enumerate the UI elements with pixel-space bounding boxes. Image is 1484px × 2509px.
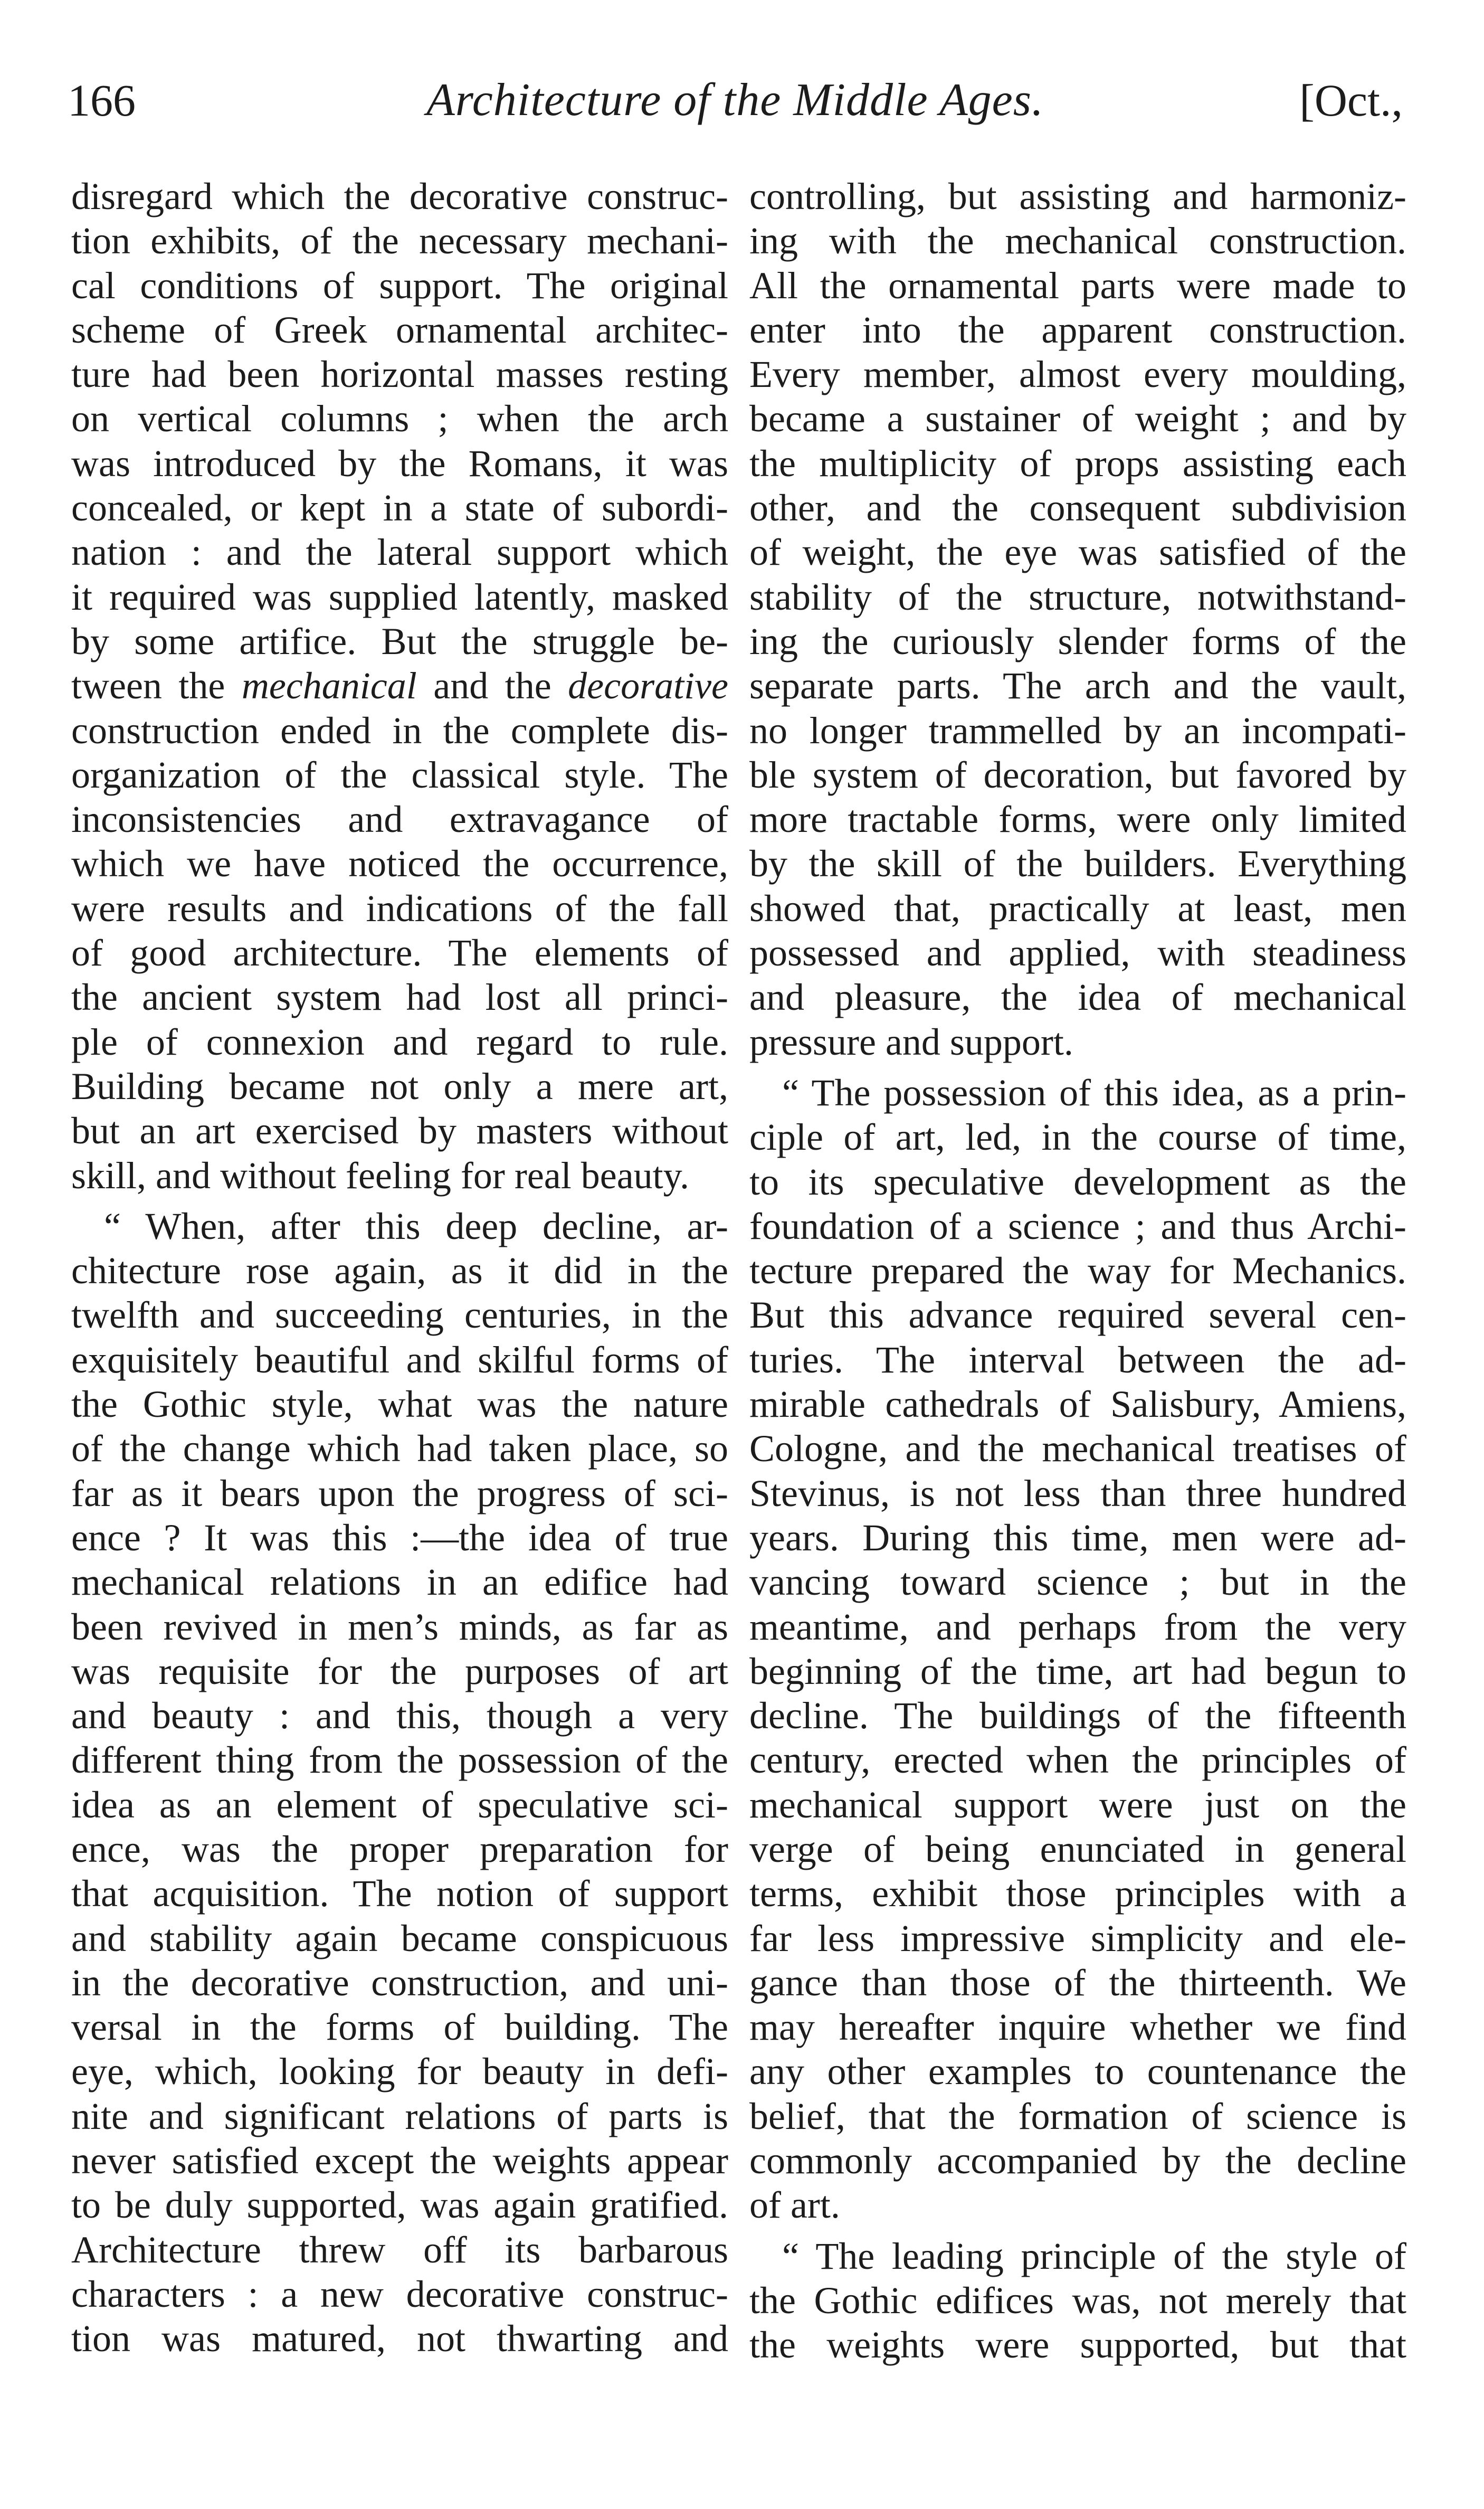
text-line: gance than those of the thirteenth. We [749,1961,1406,2004]
text-line [71,664,728,708]
text-line: enter into the apparent construction. [749,308,1406,351]
text-line: characters : a new decorative construc- [71,2273,728,2315]
text-line: “ The possession of this idea, as a prin- [782,1071,1406,1114]
text-run: and the [416,665,568,707]
text-run: tween the [71,665,242,707]
text-line: the weights were supported, but that [749,2324,1406,2366]
text-line: “ When, after this deep decline, ar- [104,1205,728,1247]
text-line: commonly accompanied by the decline [749,2139,1406,2182]
text-line: “ The leading principle of the style of [782,2235,1406,2277]
text-line: which we have noticed the occurrence, [71,842,728,885]
text-line: the multiplicity of props assisting each [749,442,1406,485]
text-line: Cologne, and the mechanical treatises of [749,1427,1406,1470]
text-line: the ancient system had lost all princi- [71,976,728,1019]
text-line: was introduced by the Romans, it was [71,442,728,485]
text-line: pressure and support. [749,1020,1073,1063]
text-line: it required was supplied latently, masked [71,575,728,618]
left-column [71,174,728,2361]
text-line: other, and the consequent subdivision [749,487,1406,529]
text-line: nation : and the lateral support which [71,531,728,574]
text-line: by the skill of the builders. Everything [749,842,1406,885]
text-line: exquisitely beautiful and skilful forms of [71,1338,728,1381]
text-line: tion exhibits, of the necessary mechani- [71,220,728,262]
text-line: was requisite for the purposes of art [71,1650,728,1692]
text-line: controlling, but assisting and harmoniz- [749,175,1406,217]
text-line: meantime, and perhaps from the very [749,1605,1406,1648]
text-line: showed that, practically at least, men [749,887,1406,930]
text-line: disregard which the decorative construc- [71,175,728,217]
text-line: inconsistencies and extravagance of [71,798,728,841]
text-line: Building became not only a mere art, [71,1065,728,1107]
text-line: but an art exercised by masters without [71,1110,728,1152]
paragraph [749,2234,1406,2368]
text-line: tion was matured, not thwarting and [71,2317,728,2360]
text-line: tecture prepared the way for Mechanics. [749,1249,1406,1292]
text-line: of weight, the eye was satisfied of the [749,531,1406,574]
text-line: possessed and applied, with steadiness [749,932,1406,974]
text-line: century, erected when the principles of [749,1739,1406,1782]
text-line: no longer trammelled by an incompati- [749,709,1406,752]
text-line: But this advance required several cen- [749,1294,1406,1337]
text-line: cal conditions of support. The original [71,264,728,307]
text-line: the Gothic style, what was the nature [71,1383,728,1426]
text-line: any other examples to countenance the [749,2050,1406,2093]
text-line: skill, and without feeling for real beauty. [71,1154,689,1197]
text-line: were results and indications of the fall [71,887,728,930]
text-line: versal in the forms of building. The [71,2006,728,2049]
text-line: foundation of a science ; and thus Archi- [749,1205,1406,1247]
page-number: 166 [68,75,136,126]
text-line: Every member, almost every moulding, [749,353,1406,396]
text-line: may hereafter inquire whether we find [749,2006,1406,2049]
text-line: more tractable forms, were only limited [749,798,1406,841]
text-line: became a sustainer of weight ; and by [749,397,1406,440]
running-date: [Oct., [1299,75,1403,126]
text-line: ing with the mechanical construction. [749,220,1406,262]
text-line: of good architecture. The elements of [71,932,728,974]
text-line: chitecture rose again, as it did in the [71,1249,728,1292]
text-line: mechanical relations in an edifice had [71,1561,728,1604]
text-line: the Gothic edifices was, not merely that [749,2279,1406,2322]
text-line: and pleasure, the idea of mechanical [749,976,1406,1019]
text-line: ple of connexion and regard to rule. [71,1020,728,1063]
text-line: ence ? It was this :—the idea of true [71,1516,728,1559]
text-line: organization of the classical style. The [71,753,728,796]
paragraph [749,174,1406,1064]
text-line: mechanical support were just on the [749,1783,1406,1826]
text-line: on vertical columns ; when the arch [71,397,728,440]
text-line: decline. The buildings of the fifteenth [749,1694,1406,1737]
italic-word: mechanical [241,665,417,707]
text-line: idea as an element of speculative sci- [71,1783,728,1826]
text-line: terms, exhibit those principles with a [749,1872,1406,1915]
text-line: to be duly supported, was again gratified. [71,2184,728,2227]
text-line: separate parts. The arch and the vault, [749,665,1406,707]
running-title: Architecture of the Middle Ages. [426,74,1044,126]
text-line: that acquisition. The notion of support [71,1872,728,1915]
text-line: years. During this time, men were ad- [749,1516,1406,1559]
paragraph [71,1204,728,2361]
text-line: verge of being enunciated in general [749,1828,1406,1870]
text-line: of art. [749,2184,840,2227]
text-line: to its speculative development as the [749,1160,1406,1203]
text-line: construction ended in the complete dis- [71,709,728,752]
italic-word: decorative [568,665,729,707]
text-line: in the decorative construction, and uni- [71,1961,728,2004]
text-line: and stability again became conspicuous [71,1917,728,1959]
text-line: of the change which had taken place, so [71,1427,728,1470]
text-line: far less impressive simplicity and ele- [749,1917,1406,1959]
text-line: scheme of Greek ornamental architec- [71,308,728,351]
text-line: twelfth and succeeding centuries, in the [71,1294,728,1337]
text-line: ture had been horizontal masses resting [71,353,728,396]
text-line: ing the curiously slender forms of the [749,620,1406,662]
paragraph [749,1071,1406,2228]
running-head [68,58,1403,132]
right-column [749,174,1406,2368]
text-line: never satisfied except the weights appear [71,2139,728,2182]
text-line: by some artifice. But the struggle be- [71,620,728,662]
text-line: vancing toward science ; but in the [749,1561,1406,1604]
text-line: and beauty : and this, though a very [71,1694,728,1737]
text-line: ciple of art, led, in the course of time, [749,1116,1406,1159]
text-line: concealed, or kept in a state of subordi- [71,487,728,529]
text-line: far as it bears upon the progress of sci- [71,1472,728,1514]
text-line: All the ornamental parts were made to [749,264,1406,307]
paragraph [71,174,728,1198]
text-line: mirable cathedrals of Salisbury, Amiens, [749,1383,1406,1426]
text-line: been revived in men’s minds, as far as [71,1605,728,1648]
text-line: eye, which, looking for beauty in defi- [71,2050,728,2093]
text-line: Stevinus, is not less than three hundred [749,1472,1406,1514]
text-line: different thing from the possession of the [71,1739,728,1782]
text-line: ence, was the proper preparation for [71,1828,728,1870]
text-line: belief, that the formation of science is [749,2095,1406,2137]
text-line: stability of the structure, notwithstand- [749,575,1406,618]
text-line: beginning of the time, art had begun to [749,1650,1406,1692]
text-line: Architecture threw off its barbarous [71,2228,728,2271]
text-line: nite and significant relations of parts is [71,2095,728,2137]
text-line: turies. The interval between the ad- [749,1338,1406,1381]
text-line: ble system of decoration, but favored by [749,753,1406,796]
